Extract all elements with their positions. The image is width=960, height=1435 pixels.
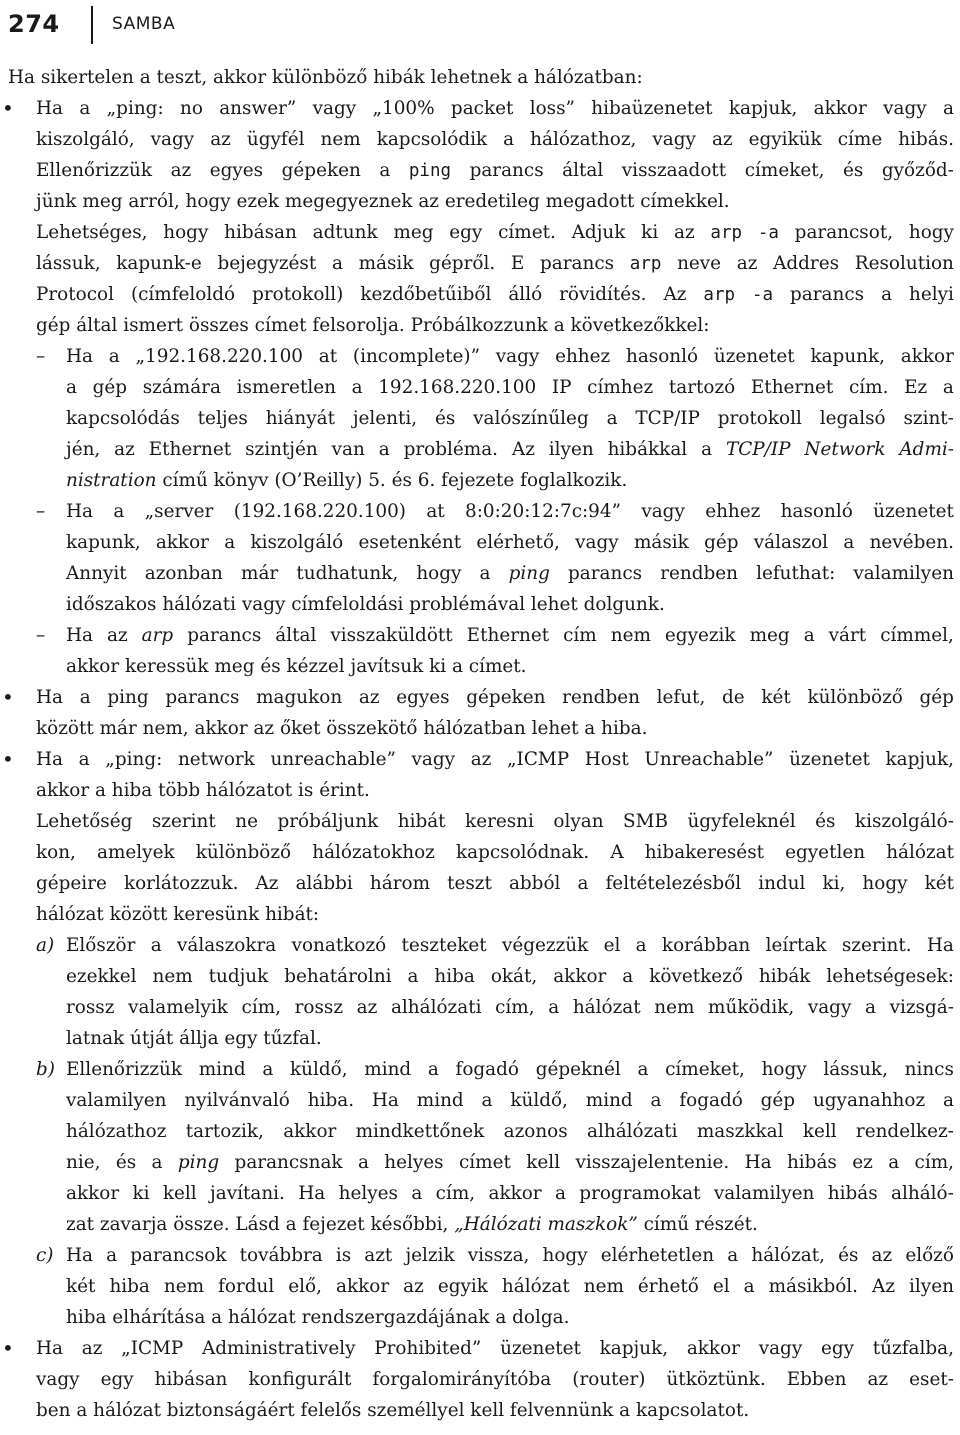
line-text: Ha az „ICMP Administratively Prohibited” üzenetet kapjuk, akkor vagy egy tűzfalba, [36,1338,954,1359]
page-number: 274 [8,10,60,38]
text-line [0,155,960,186]
line-text: hiba elhárítása a hálózat rendszergazdájának a dolga. [66,1307,570,1328]
line-text: Lehetőség szerint ne próbáljunk hibát keresni olyan SMB ügyfeleknél és kiszolgáló- [36,811,954,832]
dash-marker: – [36,625,46,646]
line-text: Lehetséges, hogy hibásan adtunk meg egy címet. Adjuk ki az arp -a parancsot, hogy [36,222,954,243]
text-line [0,1085,960,1116]
text-line [0,124,960,155]
line-text: valamilyen nyilvánvaló hiba. Ha mind a küldő, mind a fogadó gép ugyanahhoz a [66,1090,954,1111]
list-label: c) [36,1245,54,1266]
line-text: nie, és a ping parancsnak a helyes címet kell visszajelentenie. Ha hibás ez a cím, [66,1152,954,1173]
line-text: Annyit azonban már tudhatunk, hogy a ping parancs rendben lefuthat: valamilyen [66,563,954,584]
text-line [0,279,960,310]
line-text: gépeire korlátozzuk. Az alábbi három teszt abból a feltételezésből indul ki, hogy két [36,873,954,894]
text-line [0,992,960,1023]
line-text: vagy egy hibásan konfigurált forgalomirányítóba (router) ütköztünk. Ebben az eset- [36,1369,954,1390]
line-text: Protocol (címfeloldó protokoll) kezdőbetűiből álló rövidítés. Az arp -a parancs a helyi [36,284,954,305]
text-line [0,1054,960,1085]
line-text: Ha a „192.168.220.100 at (incomplete)” vagy ehhez hasonló üzenetet kapunk, akkor [66,346,954,367]
text-line [0,434,960,465]
text-line [0,1209,960,1240]
text-line [0,1302,960,1333]
text-line [0,868,960,899]
text-line [0,1395,960,1426]
line-text: Ellenőrizzük mind a küldő, mind a fogadó gépeknél a címeket, hogy lássuk, nincs [66,1059,954,1080]
text-line [0,775,960,806]
text-line [0,837,960,868]
line-text: időszakos hálózati vagy címfeloldási problémával lehet dolgunk. [66,594,665,615]
bullet-marker: • [2,96,14,120]
text-line [0,248,960,279]
line-text: kapcsolódás teljes hiányát jelenti, és valószínűleg a TCP/IP protokoll legalsó szint- [66,408,954,429]
text-line [0,682,960,713]
line-text: kon, amelyek különböző hálózatokhoz kapcsolódnak. A hibakeresést egyetlen hálózat [36,842,954,863]
line-text: kiszolgáló, vagy az ügyfél nem kapcsolódik a hálózathoz, vagy az egyikük címe hibás. [36,129,954,150]
line-text: a gép számára ismeretlen a 192.168.220.100 IP címhez tartozó Ethernet cím. Ez a [66,377,954,398]
dash-marker: – [36,346,46,367]
text-line [0,372,960,403]
text-line [0,620,960,651]
header-divider [91,6,93,44]
line-text: rossz valamelyik cím, rossz az alhálózati cím, a hálózat nem működik, vagy a vizsgá- [66,997,954,1018]
line-text: jünk meg arról, hogy ezek megegyeznek az eredetileg megadott címekkel. [36,191,730,212]
text-line [0,1147,960,1178]
line-text: nistration című könyv (O’Reilly) 5. és 6. fejezete foglalkozik. [66,470,628,491]
line-text: ben a hálózat biztonságáért felelős személlyel kell felvennünk a kapcsolatot. [36,1400,750,1421]
line-text: gép által ismert összes címet felsorolja. Próbálkozzunk a következőkkel: [36,315,710,336]
text-line [0,341,960,372]
text-line [0,1364,960,1395]
line-text: akkor a hiba több hálózatot is érint. [36,780,370,801]
line-text: kapunk, akkor a kiszolgáló esetenként elérhető, vagy másik gép válaszol a nevében. [66,532,954,553]
line-text: latnak útját állja egy tűzfal. [66,1028,322,1049]
text-line [0,1116,960,1147]
text-line [0,806,960,837]
line-text: hálózat között keresünk hibát: [36,904,320,925]
text-line [0,589,960,620]
bullet-marker: • [2,747,14,771]
text-line [0,93,960,124]
text-line [0,961,960,992]
text-line [0,186,960,217]
line-text: között már nem, akkor az őket összekötő hálózatban lehet a hiba. [36,718,648,739]
line-text: Ha a ping parancs magukon az egyes gépeken rendben lefut, de két különböző gép [36,687,954,708]
text-line [0,527,960,558]
running-title: SAMBA [112,14,176,34]
text-line [0,930,960,961]
text-line [0,1333,960,1364]
text-line [0,1023,960,1054]
text-line [0,744,960,775]
text-line [0,1240,960,1271]
text-line [0,558,960,589]
line-text: két hiba nem fordul elő, akkor az egyik hálózat nem érhető el a másikból. Az ilyen [66,1276,954,1297]
page-header [0,0,960,52]
text-line [0,899,960,930]
text-line [0,651,960,682]
text-line [0,1178,960,1209]
line-text: Ha a „server (192.168.220.100) at 8:0:20:12:7c:94” vagy ehhez hasonló üzenetet [66,501,954,522]
line-text: lássuk, kapunk-e bejegyzést a másik gépről. E parancs arp neve az Addres Resolution [36,253,954,274]
line-text: Először a válaszokra vonatkozó teszteket végezzük el a korábban leírtak szerint. Ha [66,935,954,956]
list-label: b) [36,1059,55,1080]
text-line [0,1271,960,1302]
line-text: akkor keressük meg és kézzel javítsuk ki a címet. [66,656,527,677]
text-line [0,403,960,434]
text-line [0,62,960,93]
line-text: Ha a „ping: network unreachable” vagy az „ICMP Host Unreachable” üzenetet kapjuk, [36,749,954,770]
line-text: Ha a „ping: no answer” vagy „100% packet loss” hibaüzenetet kapjuk, akkor vagy a [36,98,954,119]
text-line [0,496,960,527]
text-line [0,310,960,341]
text-line [0,217,960,248]
line-text: zat zavarja össze. Lásd a fejezet későbbi, „Hálózati maszkok” című részét. [66,1214,758,1235]
line-text: Ha sikertelen a teszt, akkor különböző hibák lehetnek a hálózatban: [8,67,643,88]
text-line [0,465,960,496]
line-text: jén, az Ethernet szintjén van a probléma. Az ilyen hibákkal a TCP/IP Network Admi- [66,439,954,460]
line-text: hálózathoz tartozik, akkor mindkettőnek azonos alhálózati maszkkal kell rendelkez- [66,1121,954,1142]
list-label: a) [36,935,55,956]
text-line [0,713,960,744]
bullet-marker: • [2,1336,14,1360]
line-text: Ellenőrizzük az egyes gépeken a ping parancs által visszaadott címeket, és győződ- [36,160,954,181]
bullet-marker: • [2,685,14,709]
line-text: Ha az arp parancs által visszaküldött Ethernet cím nem egyezik meg a várt címmel, [66,625,954,646]
line-text: ezekkel nem tudjuk behatárolni a hiba okát, akkor a következő hibák lehetségesek: [66,966,954,987]
line-text: akkor ki kell javítani. Ha helyes a cím, akkor a programokat valamilyen hibás alháló- [66,1183,954,1204]
dash-marker: – [36,501,46,522]
line-text: Ha a parancsok továbbra is azt jelzik vissza, hogy elérhetetlen a hálózat, és az előző [66,1245,954,1266]
